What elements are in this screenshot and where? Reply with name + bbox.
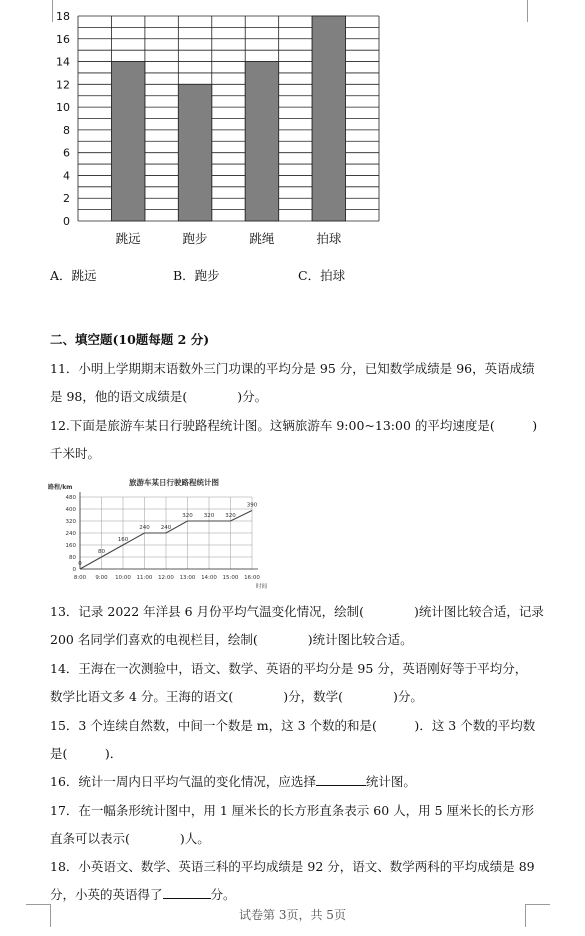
line-xtick-label: 11:00 <box>136 575 153 581</box>
line-ytick-label: 320 <box>65 519 76 525</box>
line-ytick-label: 80 <box>69 555 76 561</box>
question-11-line2: 是 98，他的语文成绩是( )分。 <box>50 389 268 404</box>
bar-xtick-label: 跑步 <box>182 231 208 246</box>
question-18-line2 <box>50 886 236 904</box>
corner-mark-top-right <box>527 0 552 22</box>
question-12-line2: 千米时。 <box>50 446 101 461</box>
question-13-line2: 200 名同学们喜欢的电视栏目，绘制( )统计图比较合适。 <box>50 632 413 647</box>
bar-ytick-label: 0 <box>63 215 70 228</box>
option-b: B．跑步 <box>173 268 220 283</box>
option-c: C．拍球 <box>298 268 346 283</box>
line-data-label: 240 <box>139 525 150 531</box>
question-11-line1: 11．小明上学期期末语数外三门功课的平均分是 95 分，已知数学成绩是 96，英语成绩 <box>50 361 535 376</box>
line-xtick-label: 8:00 <box>73 575 87 581</box>
question-16-blank <box>316 785 366 786</box>
bar-ytick-label: 2 <box>63 192 70 206</box>
question-18-text-end: 分。 <box>210 887 236 902</box>
question-16-text-end: 统计图。 <box>365 774 416 789</box>
line-ytick-label: 0 <box>72 567 76 573</box>
line-chart-xlabel: 时间 <box>256 584 268 590</box>
line-data-label: 80 <box>98 549 105 555</box>
question-14-line1: 14．王海在一次测验中，语文、数学、英语的平均分是 95 分，英语刚好等于平均分， <box>50 661 528 676</box>
bar-chart <box>44 8 389 250</box>
bar-ytick-label: 16 <box>56 32 70 46</box>
question-15-line2: 是( )． <box>50 746 123 761</box>
question-16-text: 16．统计一周内日平均气温的变化情况，应选择 <box>50 774 316 789</box>
line-xtick-label: 16:00 <box>244 575 260 581</box>
question-15-line1: 15．3 个连续自然数，中间一个数是 m，这 3 个数的和是( )．这 3 个数的平均数 <box>50 718 536 733</box>
line-data-label: 0 <box>78 561 82 567</box>
bar-ytick-label: 6 <box>63 146 70 160</box>
line-ytick-label: 160 <box>65 543 76 549</box>
line-ytick-label: 480 <box>65 495 76 501</box>
bar-ytick-label: 4 <box>63 169 70 183</box>
question-17-line1: 17．在一幅条形统计图中，用 1 厘米长的长方形直条表示 60 人，用 5 厘米长的长方形 <box>50 803 535 818</box>
bar-2 <box>178 84 211 221</box>
bar-ytick-label: 18 <box>56 10 70 23</box>
bar-3 <box>245 62 278 221</box>
question-13-line1: 13．记录 2022 年洋县 6 月份平均气温变化情况，绘制( )统计图比较合适，记录 <box>50 604 544 619</box>
line-chart <box>44 472 269 594</box>
line-ytick-label: 240 <box>65 531 76 537</box>
line-data-label: 160 <box>117 537 129 543</box>
line-data-label: 320 <box>225 513 236 519</box>
line-data-label: 240 <box>160 525 172 531</box>
bar-xtick-label: 拍球 <box>316 231 342 246</box>
section-title: 二、填空题(10题每题 2 分) <box>50 332 210 347</box>
bar-1 <box>111 62 144 221</box>
bar-ytick-label: 10 <box>56 101 70 115</box>
line-ytick-label: 400 <box>65 507 76 513</box>
line-xtick-label: 10:00 <box>115 575 131 581</box>
line-data-label: 390 <box>246 502 258 509</box>
question-18-text: 分，小英的英语得了 <box>50 887 163 902</box>
bar-ytick-label: 12 <box>56 78 70 92</box>
line-xtick-label: 13:00 <box>179 575 196 581</box>
option-a: A．跳远 <box>50 268 97 283</box>
line-data-label: 320 <box>203 513 215 519</box>
question-16 <box>50 773 416 791</box>
question-12-line1: 12.下面是旅游车某日行驶路程统计图。这辆旅游车 9:00~13:00 的平均速度是( ) <box>50 418 538 433</box>
bar-4 <box>312 16 345 221</box>
bar-xtick-label: 跳远 <box>115 231 141 246</box>
page-footer: 试卷第 3页，共 5页 <box>239 908 346 922</box>
line-data-label: 320 <box>182 513 193 519</box>
line-xtick-label: 12:00 <box>158 575 174 581</box>
line-xtick-label: 15:00 <box>222 575 239 581</box>
question-18-blank <box>163 898 211 899</box>
question-18-line1: 18．小英语文、数学、英语三科的平均成绩是 92 分，语文、数学两科的平均成绩是 89 <box>50 859 535 874</box>
question-17-line2: 直条可以表示( )人。 <box>50 831 210 846</box>
line-xtick-label: 14:00 <box>201 575 217 581</box>
question-14-line2: 数学比语文多 4 分。王海的语文( )分，数学( )分。 <box>50 689 423 704</box>
bar-xtick-label: 跳绳 <box>249 231 275 246</box>
line-xtick-label: 9:00 <box>95 575 108 581</box>
bar-ytick-label: 14 <box>56 55 70 69</box>
bar-ytick-label: 8 <box>63 123 70 137</box>
line-chart-title: 旅游车某日行驶路程统计图 <box>129 478 219 487</box>
line-chart-ylabel: 路程/km <box>48 484 73 491</box>
